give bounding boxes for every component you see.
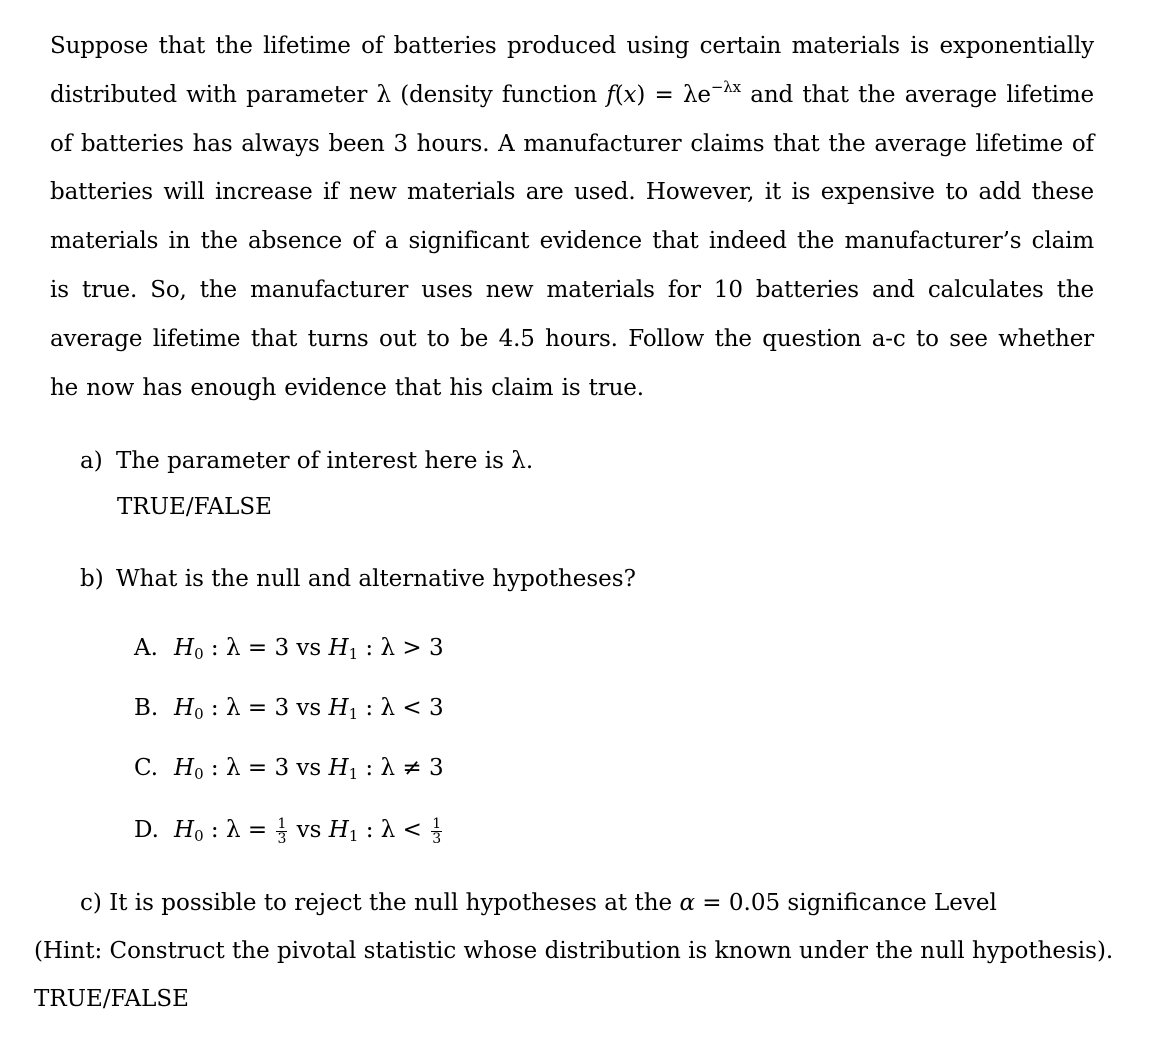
intro-paren: (: [614, 81, 624, 108]
option-c-h1-rest: : λ ≠ 3: [358, 755, 444, 781]
question-c-text-2: = 0.05 significance Level: [695, 890, 997, 916]
density-x: x: [623, 81, 637, 108]
option-d-h0-rest: : λ =: [203, 817, 275, 843]
lambda-symbol: λ: [376, 81, 391, 108]
option-d-letter: D.: [134, 817, 159, 843]
option-a-h1-sub: 1: [348, 645, 359, 663]
intro-text-1: Suppose that the lifetime of batteries produced using certain materials is exponentially distributed with parameter: [50, 33, 1094, 108]
option-b-h1-rest: : λ < 3: [358, 695, 444, 721]
option-d-frac2-den: 3: [432, 830, 442, 847]
option-b-h1-sub: 1: [348, 705, 359, 723]
problem-statement: [50, 22, 1094, 412]
option-a: [134, 628, 444, 668]
question-c-text-1: It is possible to reject the null hypotheses at the: [109, 890, 680, 916]
option-d: [134, 810, 444, 850]
option-d-frac2-num: 1: [432, 815, 442, 832]
option-b: [134, 688, 444, 728]
question-c-label: c): [80, 890, 102, 916]
option-d-fraction-2: [431, 817, 442, 846]
question-a: [80, 438, 533, 484]
option-d-fraction-1: [276, 817, 287, 846]
option-b-h0: H: [174, 695, 195, 721]
option-d-h1-rest: : λ <: [358, 817, 430, 843]
option-a-h1: H: [328, 635, 349, 661]
option-c-h1-sub: 1: [348, 765, 359, 783]
intro-text-2: (density function: [390, 81, 607, 108]
option-d-h1: H: [328, 817, 349, 843]
option-a-h1-rest: : λ > 3: [358, 635, 444, 661]
option-c-h0: H: [174, 755, 195, 781]
option-c-letter: C.: [134, 755, 159, 781]
option-c-h0-rest: : λ = 3 vs: [203, 755, 329, 781]
density-f: f: [606, 81, 615, 108]
question-a-text: The parameter of interest here is λ.: [116, 448, 534, 474]
option-b-h0-rest: : λ = 3 vs: [203, 695, 329, 721]
question-a-answer: TRUE/FALSE: [117, 494, 272, 520]
option-a-letter: A.: [134, 635, 158, 661]
option-c-h0-sub: 0: [194, 765, 204, 783]
option-b-letter: B.: [134, 695, 159, 721]
option-b-h0-sub: 0: [194, 705, 204, 723]
question-b: [80, 556, 636, 602]
question-b-text: What is the null and alternative hypotheses?: [116, 566, 636, 592]
question-a-label: a): [80, 448, 103, 474]
question-c-hint: (Hint: Construct the pivotal statistic whose distribution is known under the null hypothesis).: [34, 938, 1114, 964]
option-d-frac1-den: 3: [277, 830, 287, 847]
option-a-h0-sub: 0: [194, 645, 204, 663]
option-d-mid: vs: [289, 817, 329, 843]
option-b-h1: H: [328, 695, 349, 721]
option-c-h1: H: [328, 755, 349, 781]
question-c-answer: TRUE/FALSE: [34, 986, 189, 1012]
option-d-h1-sub: 1: [348, 827, 359, 845]
alpha-symbol: α: [679, 890, 695, 916]
intro-text-4: ) = λe: [636, 81, 711, 108]
option-a-h0-rest: : λ = 3 vs: [203, 635, 329, 661]
question-c: [80, 880, 997, 926]
option-a-h0: H: [174, 635, 195, 661]
option-c: [134, 748, 444, 788]
option-d-frac1-num: 1: [277, 815, 287, 832]
question-b-label: b): [80, 566, 104, 592]
option-d-h0: H: [174, 817, 195, 843]
intro-text-5: and that the average lifetime of batteries has always been 3 hours. A manufacturer claims that the average lifetime of batteries will increase if new materials are used. However, it is expensive to add these materials in the absence of a significant evidence that indeed the manufacturer’s claim is true. So, the manufacturer uses new materials for 10 batteries and calculates the average lifetime that turns out to be 4.5 hours. Follow the question a-c to see whether he now has enough evidence that his claim is true.: [50, 81, 1094, 401]
option-d-h0-sub: 0: [194, 827, 204, 845]
density-exponent: −λx: [710, 77, 741, 96]
